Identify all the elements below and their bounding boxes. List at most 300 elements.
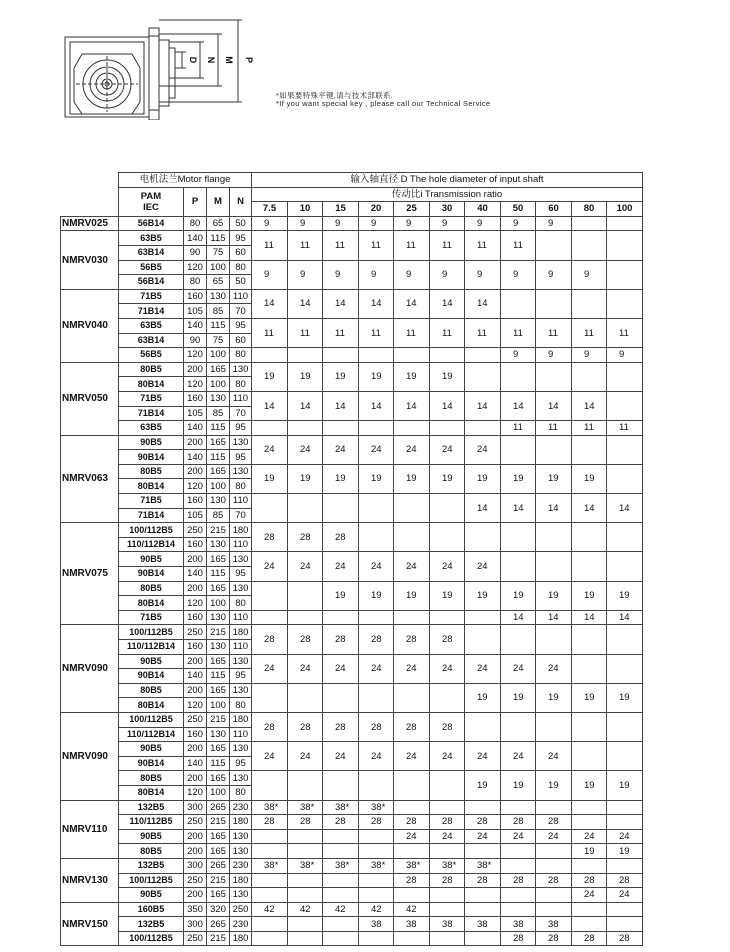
shaft-diameter: 14 [465, 494, 501, 523]
shaft-diameter: 19 [252, 464, 288, 493]
shaft-diameter: 28 [394, 873, 430, 888]
flange-iec: 71B5 [119, 610, 184, 625]
flange-m: 115 [207, 421, 230, 436]
shaft-diameter: 14 [501, 610, 536, 625]
shaft-diameter [607, 858, 643, 873]
shaft-diameter: 14 [536, 391, 572, 420]
shaft-diameter: 19 [430, 581, 465, 610]
shaft-diameter [607, 742, 643, 771]
shaft-diameter: 28 [465, 815, 501, 830]
flange-m: 115 [207, 669, 230, 684]
note-chinese: *如果要特殊平键,请与技术部联系. [276, 91, 394, 100]
shaft-diameter: 19 [430, 464, 465, 493]
shaft-diameter: 9 [394, 216, 430, 231]
shaft-diameter: 14 [465, 289, 501, 318]
shaft-diameter: 11 [501, 231, 536, 260]
flange-iec: 100/112B5 [119, 873, 184, 888]
shaft-diameter [607, 625, 643, 654]
shaft-diameter: 42 [323, 902, 359, 917]
flange-iec: 63B5 [119, 421, 184, 436]
shaft-diameter: 24 [323, 552, 359, 581]
shaft-diameter: 19 [572, 771, 607, 800]
shaft-diameter [288, 494, 323, 523]
flange-p: 200 [184, 654, 207, 669]
shaft-diameter [572, 552, 607, 581]
flange-n: 180 [230, 523, 252, 538]
shaft-diameter: 9 [394, 260, 430, 289]
table-row [61, 917, 643, 932]
shaft-diameter: 24 [465, 829, 501, 844]
flange-iec: 110/112B5 [119, 815, 184, 830]
shaft-diameter [288, 771, 323, 800]
flange-m: 130 [207, 640, 230, 655]
shaft-diameter: 24 [394, 829, 430, 844]
shaft-diameter: 19 [607, 683, 643, 712]
shaft-diameter: 14 [572, 610, 607, 625]
col-m-header: M [207, 187, 230, 216]
shaft-diameter [323, 917, 359, 932]
flange-iec: 71B14 [119, 508, 184, 523]
shaft-diameter: 19 [359, 581, 394, 610]
flange-p: 160 [184, 640, 207, 655]
flange-iec: 80B5 [119, 464, 184, 479]
table-row [61, 231, 643, 246]
shaft-diameter [252, 494, 288, 523]
flange-iec: 63B5 [119, 318, 184, 333]
flange-p: 120 [184, 479, 207, 494]
shaft-diameter: 38 [394, 917, 430, 932]
shaft-diameter: 14 [430, 391, 465, 420]
ratio-value: 20 [359, 202, 394, 217]
shaft-diameter: 24 [430, 654, 465, 683]
shaft-diameter: 28 [323, 815, 359, 830]
shaft-diameter: 19 [465, 771, 501, 800]
table-row [61, 931, 643, 946]
flange-p: 160 [184, 537, 207, 552]
shaft-diameter [465, 902, 501, 917]
flange-p: 140 [184, 567, 207, 582]
flange-m: 165 [207, 829, 230, 844]
shaft-diameter [288, 931, 323, 946]
flange-n: 230 [230, 858, 252, 873]
shaft-diameter: 24 [501, 829, 536, 844]
shaft-diameter [394, 931, 430, 946]
shaft-diameter: 28 [430, 712, 465, 741]
shaft-diameter [607, 712, 643, 741]
flange-m: 215 [207, 815, 230, 830]
flange-m: 75 [207, 245, 230, 260]
shaft-diameter: 38* [323, 858, 359, 873]
shaft-diameter: 9 [430, 216, 465, 231]
flange-n: 95 [230, 421, 252, 436]
flange-n: 60 [230, 333, 252, 348]
shaft-diameter [430, 902, 465, 917]
shaft-diameter [430, 844, 465, 859]
shaft-diameter: 11 [252, 318, 288, 347]
shaft-diameter [288, 610, 323, 625]
label-m: M [224, 56, 234, 64]
flange-p: 140 [184, 421, 207, 436]
shaft-diameter: 24 [501, 742, 536, 771]
flange-n: 80 [230, 785, 252, 800]
shaft-diameter: 11 [394, 231, 430, 260]
shaft-diameter: 19 [607, 581, 643, 610]
shaft-diameter [359, 348, 394, 363]
flange-p: 160 [184, 610, 207, 625]
shaft-diameter [536, 435, 572, 464]
shaft-diameter [252, 931, 288, 946]
flange-iec: 71B5 [119, 494, 184, 509]
flange-n: 80 [230, 479, 252, 494]
shaft-diameter: 9 [465, 260, 501, 289]
shaft-diameter [536, 362, 572, 391]
ratio-value: 25 [394, 202, 430, 217]
shaft-diameter: 28 [501, 931, 536, 946]
ratio-value: 15 [323, 202, 359, 217]
shaft-diameter: 14 [288, 391, 323, 420]
flange-p: 200 [184, 742, 207, 757]
shaft-diameter: 19 [536, 581, 572, 610]
shaft-diameter [536, 231, 572, 260]
flange-n: 130 [230, 771, 252, 786]
flange-n: 80 [230, 348, 252, 363]
shaft-diameter: 9 [501, 216, 536, 231]
shaft-diameter [465, 421, 501, 436]
shaft-diameter: 38* [288, 858, 323, 873]
table-row [61, 523, 643, 538]
flange-n: 95 [230, 669, 252, 684]
flange-iec: 56B5 [119, 348, 184, 363]
ratio-value: 7.5 [252, 202, 288, 217]
flange-iec: 71B14 [119, 304, 184, 319]
shaft-diameter: 38 [465, 917, 501, 932]
shaft-diameter: 19 [501, 771, 536, 800]
shaft-diameter [288, 917, 323, 932]
ratio-value: 80 [572, 202, 607, 217]
shaft-diameter [288, 829, 323, 844]
shaft-diameter: 28 [252, 523, 288, 552]
shaft-diameter: 9 [323, 216, 359, 231]
flange-m: 115 [207, 318, 230, 333]
table-row [61, 844, 643, 859]
flange-m: 100 [207, 596, 230, 611]
shaft-diameter [394, 610, 430, 625]
flange-m: 265 [207, 800, 230, 815]
flange-p: 140 [184, 318, 207, 333]
shaft-diameter [607, 231, 643, 260]
shaft-diameter [572, 902, 607, 917]
table-row [61, 742, 643, 757]
shaft-diameter [607, 362, 643, 391]
shaft-diameter: 24 [288, 552, 323, 581]
shaft-diameter: 28 [323, 523, 359, 552]
shaft-diameter [394, 523, 430, 552]
flange-iec: 100/112B5 [119, 931, 184, 946]
flange-iec: 90B14 [119, 756, 184, 771]
shaft-diameter: 28 [359, 815, 394, 830]
shaft-diameter: 24 [536, 654, 572, 683]
flange-m: 130 [207, 610, 230, 625]
flange-iec: 90B5 [119, 654, 184, 669]
shaft-diameter: 24 [465, 435, 501, 464]
flange-m: 115 [207, 567, 230, 582]
flange-iec: 80B14 [119, 596, 184, 611]
shaft-diameter [536, 712, 572, 741]
flange-p: 300 [184, 800, 207, 815]
shaft-diameter: 14 [359, 289, 394, 318]
shaft-diameter: 24 [465, 552, 501, 581]
shaft-diameter: 19 [288, 464, 323, 493]
shaft-diameter [501, 902, 536, 917]
shaft-diameter: 19 [359, 362, 394, 391]
shaft-diameter: 14 [607, 494, 643, 523]
shaft-diameter [465, 888, 501, 903]
shaft-diameter [252, 581, 288, 610]
header-row [61, 173, 643, 188]
flange-iec: 63B14 [119, 333, 184, 348]
shaft-diameter: 19 [572, 683, 607, 712]
shaft-diameter: 11 [359, 231, 394, 260]
shaft-diameter: 19 [536, 464, 572, 493]
shaft-diameter [288, 844, 323, 859]
flange-m: 100 [207, 348, 230, 363]
flange-iec: 80B14 [119, 479, 184, 494]
flange-p: 90 [184, 333, 207, 348]
flange-n: 180 [230, 931, 252, 946]
flange-iec: 71B14 [119, 406, 184, 421]
shaft-diameter: 28 [394, 815, 430, 830]
flange-m: 75 [207, 333, 230, 348]
shaft-diameter [501, 552, 536, 581]
flange-m: 165 [207, 771, 230, 786]
shaft-diameter: 24 [465, 654, 501, 683]
shaft-diameter [359, 683, 394, 712]
table-row [61, 348, 643, 363]
shaft-diameter: 11 [572, 318, 607, 347]
shaft-diameter [359, 771, 394, 800]
shaft-diameter [536, 552, 572, 581]
shaft-diameter [536, 888, 572, 903]
flange-n: 110 [230, 727, 252, 742]
flange-p: 120 [184, 596, 207, 611]
shaft-diameter: 14 [394, 289, 430, 318]
label-n: N [206, 56, 216, 64]
table-row [61, 858, 643, 873]
shaft-diameter: 14 [359, 391, 394, 420]
flange-m: 65 [207, 275, 230, 290]
flange-n: 95 [230, 756, 252, 771]
flange-m: 215 [207, 931, 230, 946]
shaft-diameter: 28 [394, 712, 430, 741]
ratio-value: 60 [536, 202, 572, 217]
shaft-diameter: 24 [359, 654, 394, 683]
shaft-diameter: 19 [323, 362, 359, 391]
shaft-diameter [288, 421, 323, 436]
table-row [61, 873, 643, 888]
shaft-diameter: 9 [501, 348, 536, 363]
shaft-diameter [323, 844, 359, 859]
label-d: D [188, 56, 198, 64]
shaft-diameter: 19 [572, 464, 607, 493]
shaft-diameter: 19 [288, 362, 323, 391]
shaft-diameter [465, 931, 501, 946]
shaft-diameter [359, 421, 394, 436]
shaft-diameter [572, 858, 607, 873]
ratio-value: 30 [430, 202, 465, 217]
shaft-diameter [394, 844, 430, 859]
flange-p: 200 [184, 829, 207, 844]
flange-p: 250 [184, 873, 207, 888]
flange-p: 105 [184, 304, 207, 319]
shaft-diameter: 38* [394, 858, 430, 873]
flange-p: 160 [184, 391, 207, 406]
flange-n: 180 [230, 873, 252, 888]
shaft-diameter [501, 844, 536, 859]
flange-p: 200 [184, 844, 207, 859]
shaft-diameter: 24 [572, 829, 607, 844]
flange-p: 200 [184, 435, 207, 450]
shaft-diameter [394, 348, 430, 363]
flange-p: 120 [184, 785, 207, 800]
shaft-diameter [536, 858, 572, 873]
shaft-diameter: 28 [536, 815, 572, 830]
shaft-diameter: 28 [288, 523, 323, 552]
shaft-diameter: 28 [607, 873, 643, 888]
flange-m: 265 [207, 858, 230, 873]
shaft-diameter: 28 [359, 712, 394, 741]
shaft-diameter: 24 [359, 552, 394, 581]
shaft-diameter [607, 464, 643, 493]
flange-n: 70 [230, 304, 252, 319]
shaft-diameter [607, 435, 643, 464]
model-name: NMRV150 [61, 902, 119, 946]
model-name: NMRV090 [61, 712, 119, 800]
shaft-diameter: 11 [536, 318, 572, 347]
shaft-diameter [394, 771, 430, 800]
shaft-diameter [572, 435, 607, 464]
flange-iec: 90B14 [119, 669, 184, 684]
flange-p: 105 [184, 406, 207, 421]
label-p: P [244, 56, 254, 64]
shaft-diameter [359, 829, 394, 844]
input-shaft-header: 输入轴直径 D The hole diameter of input shaft [252, 173, 643, 188]
shaft-diameter [465, 523, 501, 552]
shaft-diameter [501, 435, 536, 464]
shaft-diameter [607, 260, 643, 289]
table-row [61, 391, 643, 406]
shaft-diameter: 28 [288, 625, 323, 654]
shaft-diameter: 24 [607, 888, 643, 903]
shaft-diameter: 38 [430, 917, 465, 932]
model-name: NMRV050 [61, 362, 119, 435]
shaft-diameter: 28 [252, 625, 288, 654]
flange-n: 80 [230, 260, 252, 275]
shaft-diameter: 14 [252, 289, 288, 318]
flange-m: 265 [207, 917, 230, 932]
table-row [61, 435, 643, 450]
shaft-diameter: 24 [394, 435, 430, 464]
flange-n: 50 [230, 216, 252, 231]
shaft-diameter: 19 [465, 581, 501, 610]
shaft-diameter [323, 610, 359, 625]
shaft-diameter: 28 [465, 873, 501, 888]
shaft-diameter [536, 844, 572, 859]
flange-m: 100 [207, 698, 230, 713]
flange-n: 250 [230, 902, 252, 917]
model-name: NMRV075 [61, 523, 119, 625]
shaft-diameter: 38* [465, 858, 501, 873]
shaft-diameter: 24 [394, 654, 430, 683]
flange-iec: 71B5 [119, 289, 184, 304]
ratio-value: 100 [607, 202, 643, 217]
flange-n: 110 [230, 610, 252, 625]
shaft-diameter: 24 [465, 742, 501, 771]
gearbox-flange-drawing [62, 6, 262, 120]
shaft-diameter [536, 800, 572, 815]
shaft-diameter: 38* [252, 800, 288, 815]
shaft-diameter: 28 [536, 931, 572, 946]
flange-n: 95 [230, 567, 252, 582]
shaft-diameter: 24 [323, 654, 359, 683]
shaft-diameter [536, 289, 572, 318]
shaft-diameter: 11 [465, 318, 501, 347]
shaft-diameter: 24 [323, 435, 359, 464]
shaft-diameter: 24 [430, 829, 465, 844]
shaft-diameter [465, 625, 501, 654]
shaft-diameter [359, 494, 394, 523]
shaft-diameter [252, 771, 288, 800]
shaft-diameter: 38* [252, 858, 288, 873]
flange-p: 80 [184, 216, 207, 231]
flange-m: 115 [207, 450, 230, 465]
flange-m: 165 [207, 888, 230, 903]
flange-n: 130 [230, 742, 252, 757]
shaft-diameter: 11 [394, 318, 430, 347]
shaft-diameter: 24 [536, 742, 572, 771]
flange-p: 160 [184, 727, 207, 742]
model-name: NMRV090 [61, 625, 119, 713]
model-name: NMRV025 [61, 216, 119, 231]
table-row [61, 421, 643, 436]
shaft-diameter: 9 [288, 260, 323, 289]
shaft-diameter [607, 800, 643, 815]
shaft-diameter: 14 [607, 610, 643, 625]
shaft-diameter: 9 [536, 260, 572, 289]
shaft-diameter: 28 [323, 625, 359, 654]
flange-m: 85 [207, 406, 230, 421]
shaft-diameter: 14 [501, 494, 536, 523]
flange-m: 130 [207, 537, 230, 552]
shaft-diameter: 19 [323, 464, 359, 493]
shaft-diameter [359, 888, 394, 903]
shaft-diameter: 19 [394, 464, 430, 493]
flange-p: 160 [184, 494, 207, 509]
shaft-diameter: 24 [252, 435, 288, 464]
flange-iec: 100/112B5 [119, 523, 184, 538]
shaft-diameter: 28 [252, 712, 288, 741]
shaft-diameter: 11 [430, 318, 465, 347]
shaft-diameter: 24 [501, 654, 536, 683]
shaft-diameter [501, 888, 536, 903]
flange-iec: 80B5 [119, 362, 184, 377]
shaft-diameter: 9 [430, 260, 465, 289]
shaft-diameter: 9 [607, 348, 643, 363]
shaft-diameter: 14 [572, 494, 607, 523]
flange-m: 165 [207, 464, 230, 479]
flange-n: 130 [230, 654, 252, 669]
ratio-value: 10 [288, 202, 323, 217]
flange-m: 165 [207, 683, 230, 698]
